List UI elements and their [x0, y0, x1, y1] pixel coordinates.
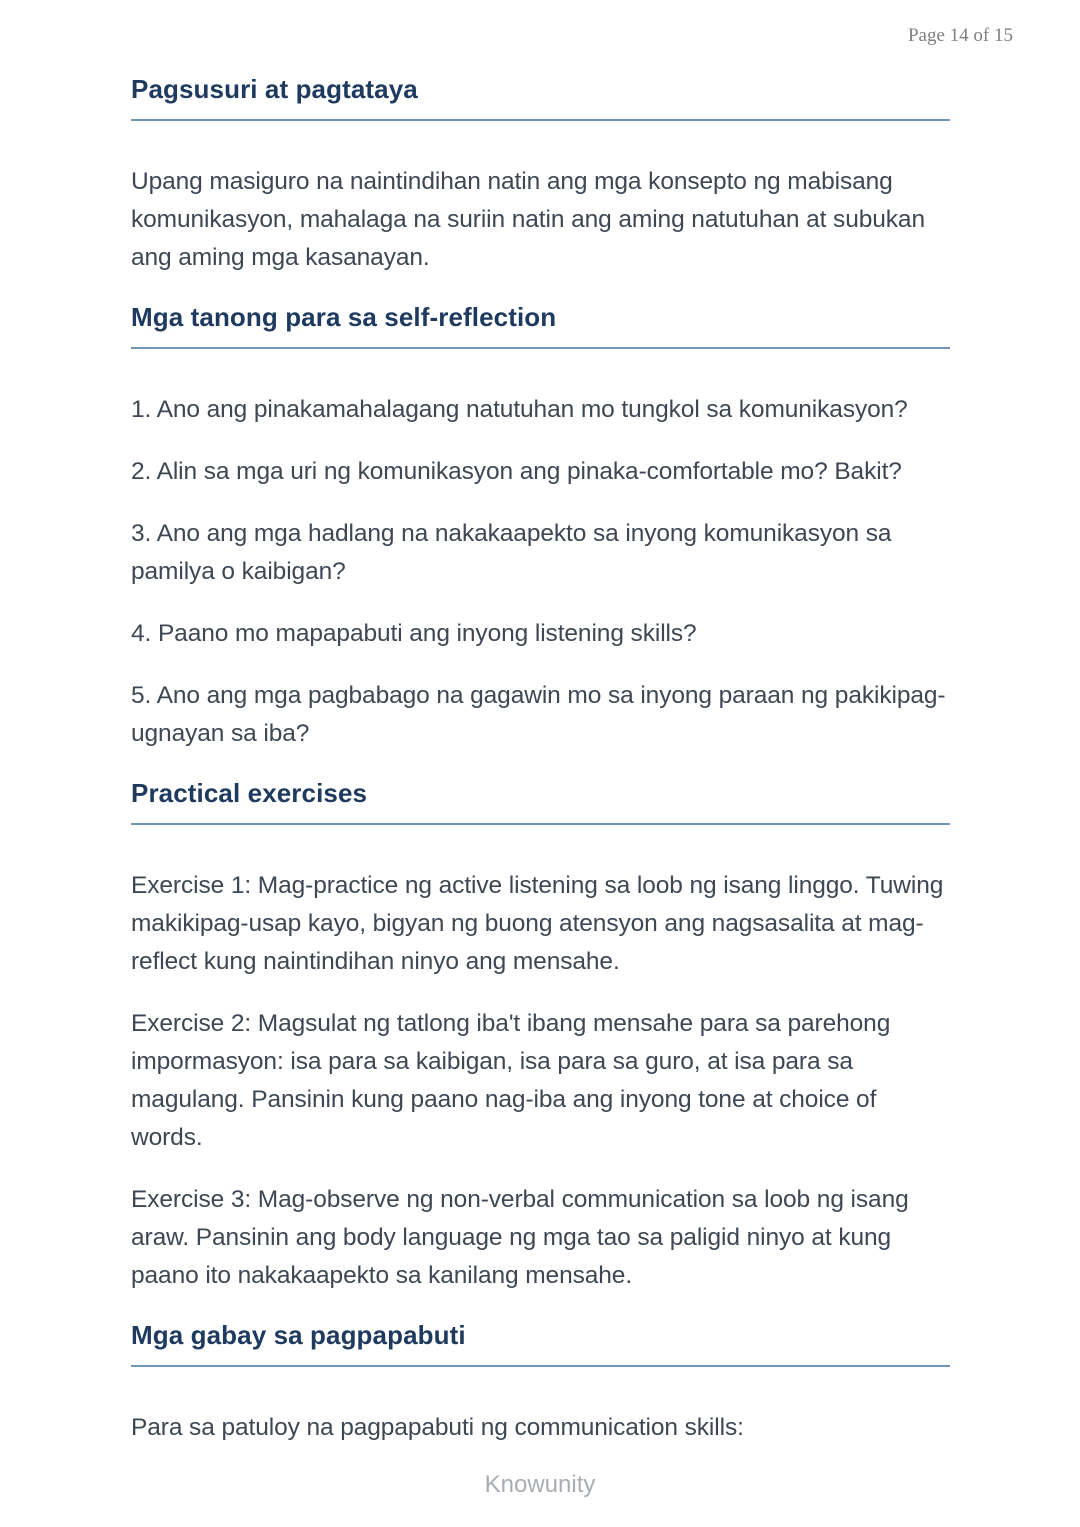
list-item: 2. Alin sa mga uri ng komunikasyon ang pinaka-comfortable mo? Bakit? [131, 458, 902, 485]
section-improvement-guides [131, 1319, 950, 1447]
list-item: 5. Ano ang mga pagbabago na gagawin mo sa inyong paraan ng pakikipag-ugnayan sa iba? [131, 682, 946, 747]
page-number: Page 14 of 15 [907, 25, 1013, 46]
paragraph: Exercise 2: Magsulat ng tatlong iba't ibang mensahe para sa parehong impormasyon: isa para sa kaibigan, isa para sa guro, at isa para sa magulang. Pansinin kung paano nag-iba ang inyong tone at choice of words. [131, 1010, 891, 1151]
list-item: 1. Ano ang pinakamahalagang natutuhan mo tungkol sa komunikasyon? [131, 396, 908, 423]
section-heading: Pagsusuri at pagtataya [131, 73, 950, 121]
document-content [0, 73, 1080, 1447]
paragraph: Para sa patuloy na pagpapabuti ng communication skills: [131, 1414, 744, 1441]
section-heading: Practical exercises [131, 777, 950, 825]
list-item: 3. Ano ang mga hadlang na nakakaapekto sa inyong komunikasyon sa pamilya o kaibigan? [131, 520, 892, 585]
section-heading: Mga tanong para sa self-reflection [131, 301, 950, 349]
section-heading: Mga gabay sa pagpapabuti [131, 1319, 950, 1367]
footer-brand: Knowunity [484, 1471, 596, 1498]
section-pagsusuri-at-pagtataya [131, 73, 950, 277]
paragraph: Upang masiguro na naintindihan natin ang mga konsepto ng mabisang komunikasyon, mahalaga na suriin natin ang aming natutuhan at subukan ang aming mga kasanayan. [131, 168, 925, 271]
paragraph: Exercise 3: Mag-observe ng non-verbal communication sa loob ng isang araw. Pansinin ang body language ng mga tao sa paligid ninyo at kung paano ito nakakaapekto sa kanilang mensahe. [131, 1186, 909, 1289]
list-item: 4. Paano mo mapapabuti ang inyong listening skills? [131, 620, 697, 647]
paragraph: Exercise 1: Mag-practice ng active listening sa loob ng isang linggo. Tuwing makikipag-usap kayo, bigyan ng buong atensyon ang nagsasalita at mag-reflect kung naintindihan ninyo ang mensahe. [131, 872, 944, 975]
section-self-reflection-questions [131, 301, 950, 753]
section-practical-exercises [131, 777, 950, 1295]
